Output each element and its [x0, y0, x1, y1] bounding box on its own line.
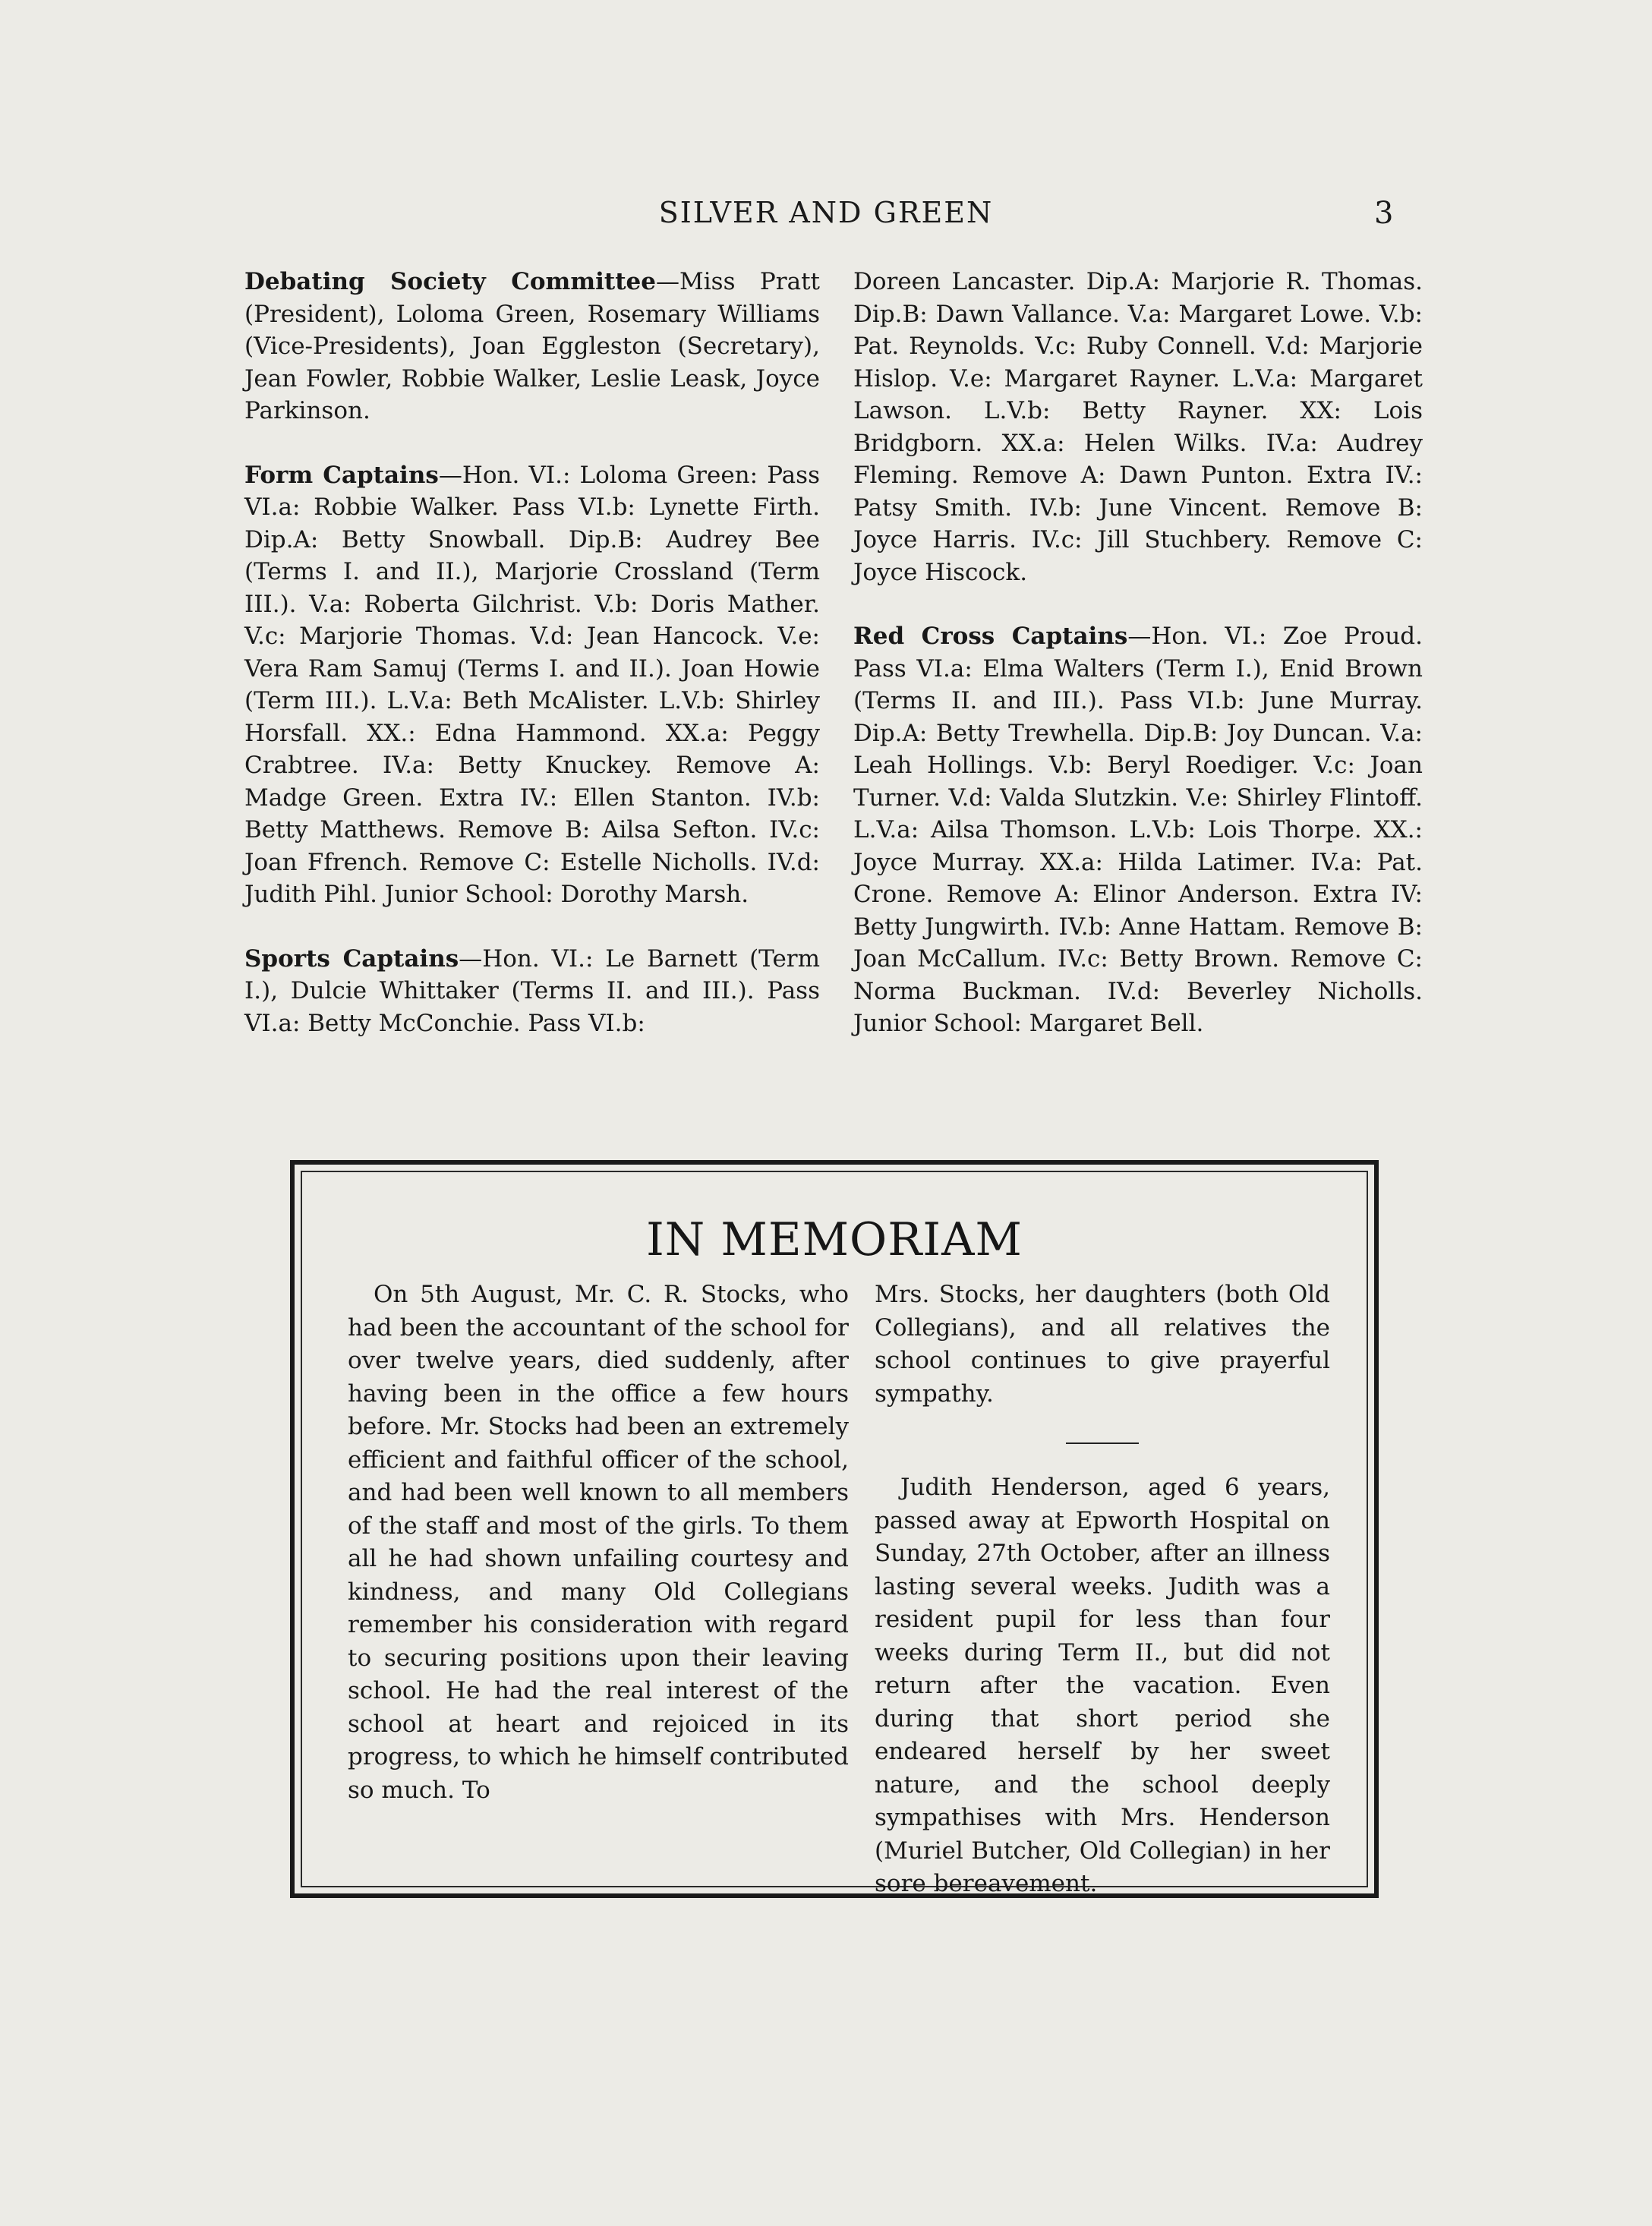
sports-captains-continued: Doreen Lancaster. Dip.A: Marjorie R. Thomas. Dip.B: Dawn Vallance. V.a: Margaret Lowe. V.b: Pat. Reynolds. V.c: Ruby Connell. V.d: Marjorie Hislop. V.e: Margaret Rayner. L.V.a: Margaret Lawson. L.V.b: Betty Rayner. XX: Lois Bridgborn. XX.a: Helen Wilks. IV.a: Audrey Fleming. Remove A: Dawn Punton. Extra IV.: Patsy Smith. IV.b: June Vincent. Remove B: Joyce Harris. IV.c: Jill Stuchbery. Remove C: Joyce Hiscock. — [853, 268, 1423, 586]
form-captains-text: —Hon. VI.: Loloma Green: Pass VI.a: Robbie Walker. Pass VI.b: Lynette Firth. Dip.A: Betty Snowball. Dip.B: Audrey Bee (Terms I. and II.), Marjorie Crossland (Term III.). V.a: Roberta Gilchrist. V.b: Doris Mather. V.c: Marjorie Thomas. V.d: Jean Hancock. V.e: Vera Ram Samuj (Terms I. and II.). Joan Howie (Term III.). L.V.a: Beth McAlister. L.V.b: Shirley Horsfall. XX.: Edna Hammond. XX.a: Peggy Crabtree. IV.a: Betty Knuckey. Remove A: Madge Green. Extra IV.: Ellen Stanton. IV.b: Betty Matthews. Remove B: Ailsa Sefton. IV.c: Joan Ffrench. Remove C: Estelle Nicholls. IV.d: Judith Pihl. Junior School: Dorothy Marsh. — [244, 461, 820, 908]
left-column — [244, 266, 820, 1039]
debating-committee-paragraph — [244, 266, 820, 427]
form-captains-paragraph — [244, 459, 820, 911]
memoriam-left-column — [348, 1279, 849, 1807]
red-cross-captains-heading: Red Cross Captains — [853, 623, 1128, 650]
red-cross-captains-text: —Hon. VI.: Zoe Proud. Pass VI.a: Elma Walters (Term I.), Enid Brown (Terms II. and III.). Pass VI.b: June Murray. Dip.A: Betty Trewhella. Dip.B: Joy Duncan. V.a: Leah Hollings. V.b: Beryl Roediger. V.c: Joan Turner. V.d: Valda Slutzkin. V.e: Shirley Flintoff. L.V.a: Ailsa Thomson. L.V.b: Lois Thorpe. XX.: Joyce Murray. XX.a: Hilda Latimer. IV.a: Pat. Crone. Remove A: Elinor Anderson. Extra IV: Betty Jungwirth. IV.b: Anne Hattam. Remove B: Joan McCallum. IV.c: Betty Brown. Remove C: Norma Buckman. IV.d: Beverley Nicholls. Junior School: Margaret Bell. — [853, 623, 1423, 1037]
sports-captains-text: —Hon. VI.: Le Barnett (Term I.), Dulcie Whittaker (Terms II. and III.). Pass VI.a: Betty McConchie. Pass VI.b: — [244, 944, 821, 1037]
memoriam-right-column — [875, 1279, 1330, 1901]
sports-captains-heading: Sports Captains — [244, 944, 459, 973]
debating-committee-heading: Debating Society Committee — [244, 268, 657, 295]
form-captains-heading: Form Captains — [244, 461, 439, 489]
stocks-obituary: On 5th August, Mr. C. R. Stocks, who had been the accountant of the school for over twelve years, died suddenly, after having been in the office a few hours before. Mr. Stocks had been an extremely efficient and faithful officer of the school, and had been well known to all members of the staff and most of the girls. To them all he had shown unfailing courtesy and kindness, and many Old Collegians remember his consideration with regard to securing positions upon their leaving school. He had the real interest of the school at heart and rejoiced in its progress, to which he himself contributed so much. To — [348, 1281, 849, 1804]
henderson-obituary: Judith Henderson, aged 6 years, passed away at Epworth Hospital on Sunday, 27th October, after an illness lasting several weeks. Judith was a resident pupil for less than four weeks during Term II., but did not return after the vacation. Even during that short period she endeared herself by her sweet nature, and the school deeply sympathises with Mrs. Henderson (Muriel Butcher, Old Collegian) in her sore bereavement. — [875, 1474, 1330, 1897]
in-memoriam-title: IN MEMORIAM — [646, 1213, 1023, 1266]
red-cross-captains-paragraph — [853, 620, 1423, 1040]
sports-captains-paragraph — [244, 943, 820, 1040]
stocks-obituary-continued: Mrs. Stocks, her daughters (both Old Collegians), and all relatives the school continues to give prayerful sympathy. — [875, 1281, 1330, 1408]
page-number: 3 — [1374, 196, 1394, 231]
section-divider-rule — [1066, 1442, 1139, 1444]
in-memoriam-box — [290, 1160, 1379, 1898]
right-column — [853, 266, 1423, 1040]
running-title: SILVER AND GREEN — [658, 196, 994, 229]
debating-committee-text: —Miss Pratt (President), Loloma Green, Rosemary Williams (Vice-Presidents), Joan Eggleston (Secretary), Jean Fowler, Robbie Walker, Leslie Leask, Joyce Parkinson. — [244, 268, 820, 424]
